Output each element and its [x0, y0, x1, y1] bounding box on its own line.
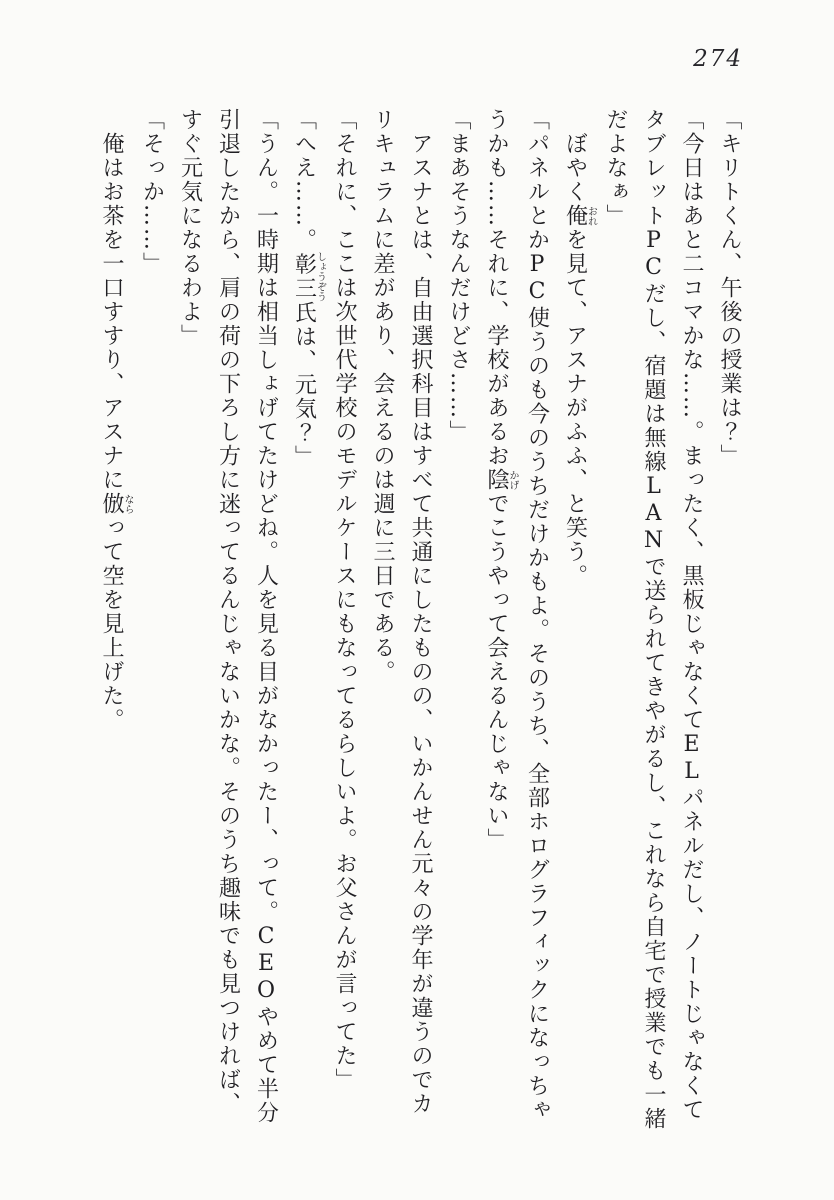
text-line [247, 108, 285, 1125]
text-line [401, 108, 439, 1120]
latin-upright-text: EL [679, 732, 704, 786]
furigana: しょうぞう [314, 251, 326, 302]
ruby-annotated-word: 俺おれ [562, 204, 597, 228]
text-line [439, 108, 477, 1120]
text-line [92, 108, 133, 1120]
text-run: 「まあそうなんだけどさ……」 [446, 108, 471, 444]
text-line [325, 108, 363, 1120]
latin-upright-text: LAN [641, 474, 666, 555]
text-run: パネルだし、ノートじゃなくて [679, 786, 704, 1122]
furigana: おれ [585, 204, 597, 228]
text-run: うかも……それに、学校があるお [484, 108, 509, 468]
text-run: 使うのも今のうちだけかもよ。そのうち、全部ホログラフィックになっちゃ [524, 306, 550, 1122]
text-line [209, 108, 247, 1120]
text-line [672, 108, 710, 1120]
text-run: 引退したから、肩の荷の下ろし方に迷ってるんじゃないかな。そのうち趣味でも見つければ、 [215, 108, 241, 1116]
text-line [518, 108, 556, 1120]
page-number: 274 [693, 46, 743, 72]
text-run: で送られてきやがるし、これなら自宅で授業でも一緒 [641, 555, 666, 1131]
text-run: やめて半分 [253, 1005, 279, 1125]
latin-upright-text: PC [641, 228, 666, 282]
text-block [92, 108, 748, 1131]
text-run: 「へえ……。 [291, 108, 317, 252]
text-run: タブレット [641, 108, 666, 228]
text-line [477, 108, 518, 1120]
text-run: 「パネルとか [524, 108, 550, 252]
text-line [133, 108, 171, 1120]
text-run: を見て、アスナがふふ、と笑う。 [562, 228, 588, 588]
text-run: 「うん。一時期は相当しょげてたけどね。人を見る目がなかったー、って。 [253, 108, 279, 924]
text-line [634, 108, 672, 1131]
text-run: だし、宿題は無線 [641, 282, 666, 474]
ruby-annotated-word: 陰かげ [484, 468, 518, 492]
text-run: アスナとは、自由選択科目はすべて共通にしたものの、いかんせん元々の学年が違うのでカ [408, 132, 433, 1116]
text-line [285, 108, 326, 1120]
text-line [710, 108, 748, 1120]
text-line [556, 108, 597, 1120]
latin-upright-text: CEO [253, 924, 279, 1005]
furigana: かげ [507, 468, 518, 492]
text-line [596, 108, 634, 1120]
text-line [363, 108, 401, 1120]
text-run: でこうやって会えるんじゃない」 [484, 492, 509, 852]
text-run: 「今日はあと二コマかな……。まったく、黒板じゃなくて [679, 108, 704, 732]
text-run: 「キリトくん、午後の授業は？」 [717, 108, 742, 468]
text-run: 「それに、ここは次世代学校のモデルケースにもなってるらしいよ。お父さんが言ってた」 [332, 108, 357, 1092]
ruby-annotated-word: 倣なら [99, 492, 133, 516]
furigana: なら [122, 492, 133, 516]
text-run: って空を見上げた。 [99, 516, 124, 732]
text-run: すぐ元気になるわよ」 [177, 108, 203, 348]
latin-upright-text: PC [524, 252, 550, 306]
text-run: 氏は、元気？」 [291, 301, 317, 469]
text-run: 「そっか……」 [139, 108, 165, 276]
text-run: リキュラムに差があり、会えるのは週に三日である。 [370, 108, 395, 684]
ruby-annotated-word: 彰三しょうぞう [291, 251, 326, 302]
text-line [171, 108, 209, 1120]
text-run: だよなぁ」 [603, 108, 628, 228]
text-run: ぼやく [562, 132, 588, 204]
text-run: 俺はお茶を一口すすり、アスナに [99, 132, 124, 492]
